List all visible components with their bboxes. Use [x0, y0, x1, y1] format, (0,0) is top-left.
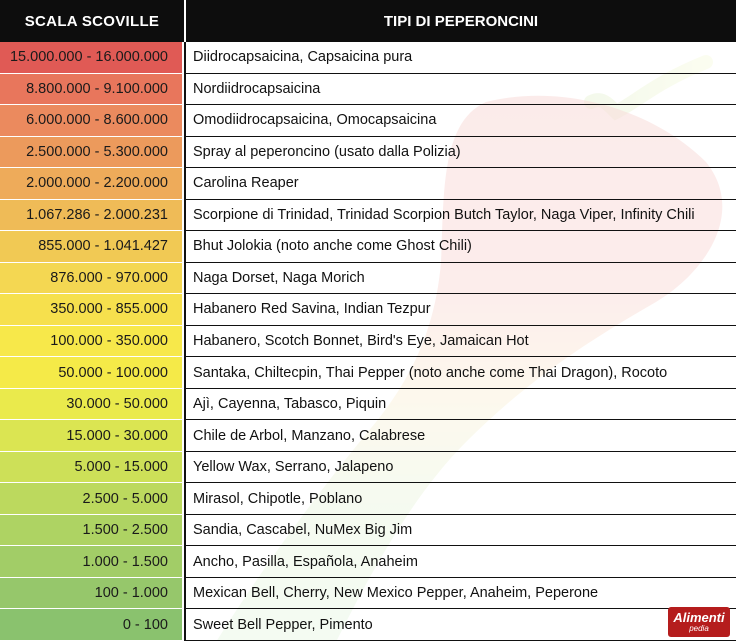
column-header-scale: SCALA SCOVILLE	[0, 0, 186, 42]
pepper-types-cell: Spray al peperoncino (usato dalla Polizia)	[186, 137, 736, 169]
scoville-range-cell: 876.000 - 970.000	[0, 263, 184, 295]
table-row	[0, 42, 736, 74]
table-row	[0, 546, 736, 578]
scoville-range-cell: 100.000 - 350.000	[0, 326, 184, 358]
scoville-range-cell: 15.000.000 - 16.000.000	[0, 42, 184, 74]
scoville-range-cell: 30.000 - 50.000	[0, 389, 184, 421]
pepper-types-cell: Ajì, Cayenna, Tabasco, Piquin	[186, 389, 736, 421]
pepper-types-cell: Sandia, Cascabel, NuMex Big Jim	[186, 515, 736, 547]
scoville-range-cell: 855.000 - 1.041.427	[0, 231, 184, 263]
pepper-types-cell: Yellow Wax, Serrano, Jalapeno	[186, 452, 736, 484]
pepper-types-cell: Ancho, Pasilla, Española, Anaheim	[186, 546, 736, 578]
pepper-types-cell: Chile de Arbol, Manzano, Calabrese	[186, 420, 736, 452]
pepper-types-cell: Naga Dorset, Naga Morich	[186, 263, 736, 295]
scoville-table	[0, 42, 736, 641]
pepper-types-cell: Santaka, Chiltecpin, Thai Pepper (noto anche come Thai Dragon), Rocoto	[186, 357, 736, 389]
scoville-range-cell: 350.000 - 855.000	[0, 294, 184, 326]
pepper-types-cell: Sweet Bell Pepper, Pimento	[186, 609, 736, 641]
table-row	[0, 609, 736, 641]
logo-line1: Alimenti	[673, 610, 725, 625]
scoville-range-cell: 2.500.000 - 5.300.000	[0, 137, 184, 169]
scoville-range-cell: 1.067.286 - 2.000.231	[0, 200, 184, 232]
pepper-types-cell: Mexican Bell, Cherry, New Mexico Pepper, Anaheim, Peperone	[186, 578, 736, 610]
table-header	[0, 0, 736, 42]
scoville-range-cell: 8.800.000 - 9.100.000	[0, 74, 184, 106]
scoville-range-cell: 50.000 - 100.000	[0, 357, 184, 389]
pepper-types-cell: Omodiidrocapsaicina, Omocapsaicina	[186, 105, 736, 137]
table-row	[0, 483, 736, 515]
table-row	[0, 357, 736, 389]
table-row	[0, 452, 736, 484]
table-row	[0, 105, 736, 137]
pepper-types-cell: Bhut Jolokia (noto anche come Ghost Chili)	[186, 231, 736, 263]
scoville-range-cell: 2.500 - 5.000	[0, 483, 184, 515]
scoville-range-cell: 6.000.000 - 8.600.000	[0, 105, 184, 137]
table-row	[0, 515, 736, 547]
pepper-types-cell: Nordiidrocapsaicina	[186, 74, 736, 106]
column-header-types: TIPI DI PEPERONCINI	[383, 12, 539, 30]
pepper-types-cell: Habanero Red Savina, Indian Tezpur	[186, 294, 736, 326]
pepper-types-cell: Habanero, Scotch Bonnet, Bird's Eye, Jamaican Hot	[186, 326, 736, 358]
scoville-range-cell: 15.000 - 30.000	[0, 420, 184, 452]
table-row	[0, 326, 736, 358]
scoville-range-cell: 1.500 - 2.500	[0, 515, 184, 547]
scoville-range-cell: 100 - 1.000	[0, 578, 184, 610]
table-row	[0, 263, 736, 295]
logo-line2: pedia	[689, 624, 709, 633]
scoville-range-cell: 1.000 - 1.500	[0, 546, 184, 578]
table-row	[0, 168, 736, 200]
table-row	[0, 137, 736, 169]
table-row	[0, 420, 736, 452]
table-row	[0, 389, 736, 421]
pepper-types-cell: Mirasol, Chipotle, Poblano	[186, 483, 736, 515]
scoville-range-cell: 0 - 100	[0, 609, 184, 641]
table-row	[0, 231, 736, 263]
alimentipedia-logo	[668, 607, 730, 637]
table-row	[0, 294, 736, 326]
pepper-types-cell: Carolina Reaper	[186, 168, 736, 200]
table-row	[0, 74, 736, 106]
scoville-range-cell: 2.000.000 - 2.200.000	[0, 168, 184, 200]
scoville-range-cell: 5.000 - 15.000	[0, 452, 184, 484]
pepper-types-cell: Scorpione di Trinidad, Trinidad Scorpion Butch Taylor, Naga Viper, Infinity Chili	[186, 200, 736, 232]
table-row	[0, 578, 736, 610]
pepper-types-cell: Diidrocapsaicina, Capsaicina pura	[186, 42, 736, 74]
table-row	[0, 200, 736, 232]
